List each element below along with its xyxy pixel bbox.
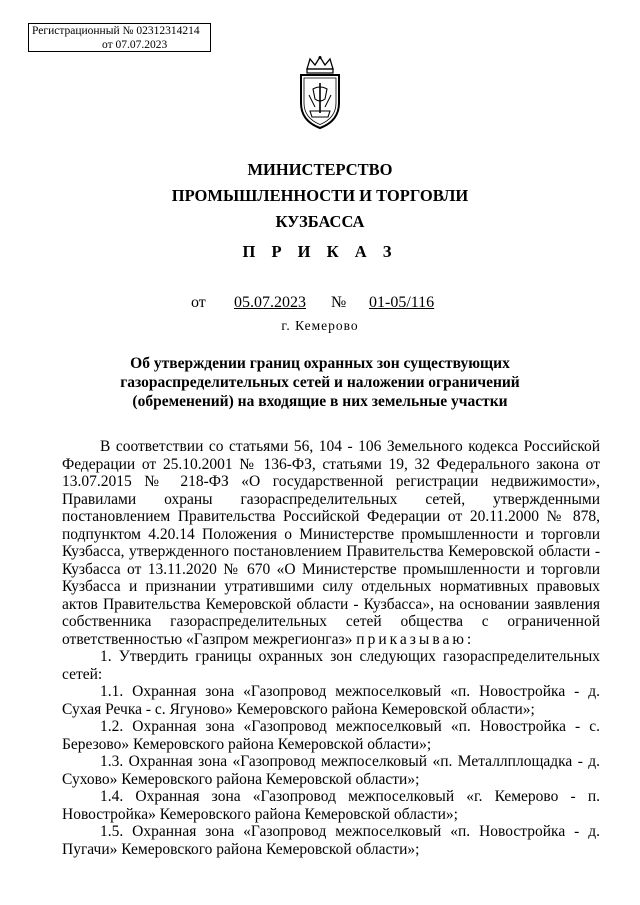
document-type: П Р И К А З (242, 242, 398, 261)
order-from-label: от (191, 294, 206, 311)
ministry-line-1: МИНИСТЕРСТВО (247, 160, 393, 179)
item-1-5: 1.5. Охранная зона «Газопровод межпоселковый «п. Новостройка - д. Пугачи» Кемеровского района Кемеровской области»; (62, 823, 600, 858)
ministry-title (0, 157, 640, 235)
registration-date: от 07.07.2023 (102, 39, 168, 51)
kuzbass-coat-of-arms-icon (295, 55, 345, 130)
item-1-3: 1.3. Охранная зона «Газопровод межпоселковый «п. Металлплощадка - д. Сухово» Кемеровского района Кемеровской области»; (62, 753, 600, 788)
order-number-label: № (331, 294, 347, 311)
item-1-1: 1.1. Охранная зона «Газопровод межпоселковый «п. Новостройка - д. Сухая Речка - с. Ягуново» Кемеровского района Кемеровской области»; (62, 683, 600, 718)
order-word: приказываю: (356, 630, 475, 648)
ministry-line-3: КУЗБАССА (275, 212, 365, 231)
order-body (62, 438, 600, 858)
order-number: 01-05/116 (369, 294, 435, 311)
registration-box (28, 23, 211, 52)
order-heading: Об утверждении границ охранных зон существующих газораспределительных сетей и наложении ограничений (обременений) на входящие в них земельные участки (120, 355, 520, 410)
ministry-line-2: ПРОМЫШЛЕННОСТИ И ТОРГОВЛИ (171, 186, 469, 205)
item-1-2: 1.2. Охранная зона «Газопровод межпоселковый «п. Новостройка - с. Березово» Кемеровского района Кемеровской области»; (62, 718, 600, 753)
item-1: 1. Утвердить границы охранных зон следующих газораспределительных сетей: (62, 648, 600, 683)
item-1-4: 1.4. Охранная зона «Газопровод межпоселковый «г. Кемерово - п. Новостройка» Кемеровского района Кемеровской области»; (62, 788, 600, 823)
order-city: г. Кемерово (281, 318, 359, 333)
preamble-text: В соответствии со статьями 56, 104 - 106 Земельного кодекса Российской Федерации от 25.10.2001 № 136-ФЗ, статьями 19, 32 Федерального закона от 13.07.2015 № 218-ФЗ «О государственной регистрации недвижимости», Правилами охраны газораспределительных сетей, утвержденными постановлением Правительства Российской Федерации от 20.11.2000 № 878, подпунктом 4.20.14 Положения о Министерстве промышленности и торговли Кузбасса, утвержденного постановлением Правительства Кемеровской области - Кузбасса от 13.11.2020 № 670 «О Министерстве промышленности и торговли Кузбасса и признании утратившими силу отдельных нормативных правовых актов Правительства Кемеровской области - Кузбасса», на основании заявления собственника газораспределительных сетей общества с ограниченной ответственностью «Газпром межрегионгаз» (62, 438, 600, 648)
preamble-paragraph (62, 438, 600, 648)
order-date: 05.07.2023 (234, 294, 306, 311)
registration-number: Регистрационный № 02312314214 (32, 25, 200, 37)
